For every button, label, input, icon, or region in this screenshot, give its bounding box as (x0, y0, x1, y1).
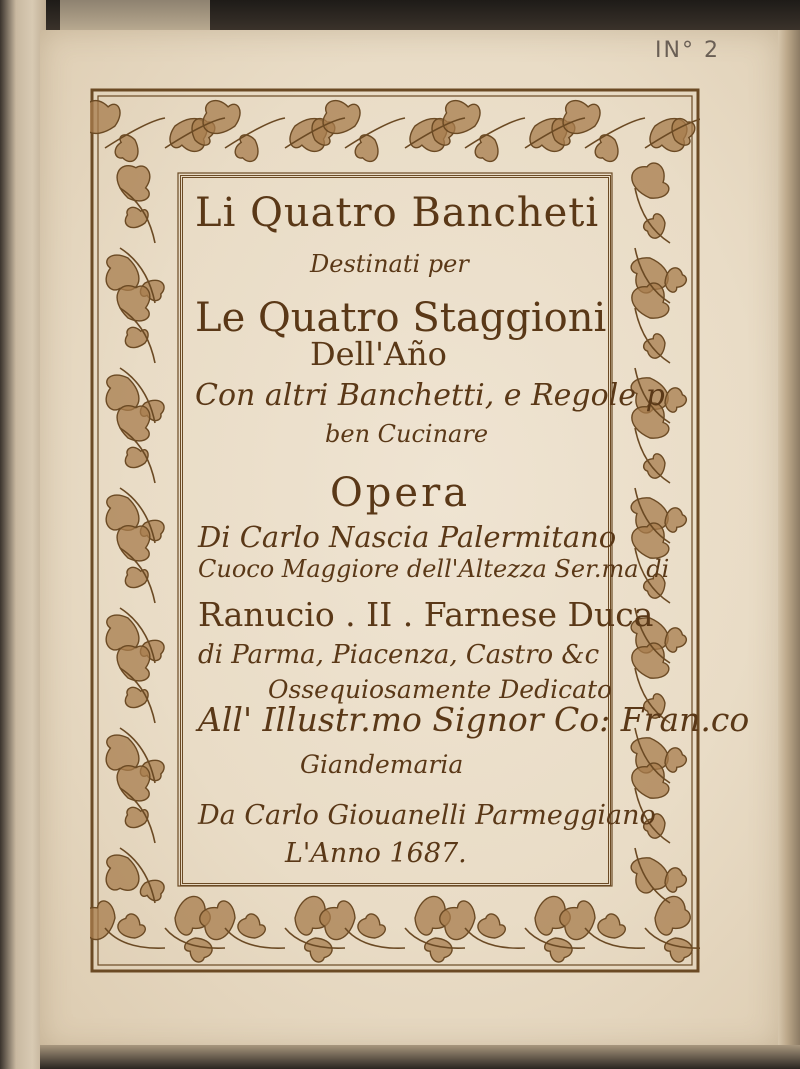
border-leaf (231, 132, 264, 165)
border-leaf (90, 899, 121, 944)
dedication-line: Ossequiosamente Dedicato (268, 675, 613, 704)
border-leaf (471, 132, 504, 165)
subtitle-line: ben Cucinare (325, 420, 489, 448)
border-leaf (138, 875, 167, 904)
border-leaf (475, 911, 508, 944)
page-bottom-edge (40, 1045, 800, 1069)
border-leaf (115, 911, 148, 944)
border-leaf (591, 132, 624, 165)
border-leaf (649, 893, 694, 938)
shelfmark-annotation: IN° 2 (655, 38, 720, 63)
author-role-line: Cuoco Maggiore dell'Altezza Ser.ma di (198, 555, 670, 583)
patron-title-line: di Parma, Piacenza, Castro &c (198, 640, 600, 670)
title-line: Dell'Año (310, 335, 447, 373)
border-leaf (630, 161, 670, 202)
page-stack-edge (778, 30, 800, 1069)
border-leaf (595, 911, 628, 944)
author-line: Di Carlo Nascia Palermitano (198, 520, 617, 554)
border-leaf (113, 162, 153, 203)
date-line: L'Anno 1687. (285, 838, 467, 869)
subtitle-line: Con altri Banchetti, e Regole p (195, 378, 665, 413)
title-line: Le Quatro Staggioni (195, 295, 607, 341)
border-leaf (355, 911, 388, 944)
border-leaf (630, 854, 670, 895)
border-leaf (235, 911, 268, 944)
border-leaf (111, 132, 144, 165)
border-leaf (662, 932, 695, 965)
title-line: Li Quatro Bancheti (195, 190, 600, 236)
scribe-line: Da Carlo Giouanelli Parmeggiano (198, 800, 656, 831)
dedicatee-name-line: Giandemaria (300, 750, 464, 779)
patron-line: Ranucio . II . Farnese Duca (198, 595, 654, 634)
subtitle-line: Destinati per (310, 250, 469, 278)
border-leaf (351, 132, 384, 165)
border-leaf (90, 95, 123, 140)
dedicatee-line: All' Illustr.mo Signor Co: Fran.co (198, 700, 750, 739)
border-leaf (102, 853, 142, 894)
heading-opera: Opera (330, 470, 471, 516)
